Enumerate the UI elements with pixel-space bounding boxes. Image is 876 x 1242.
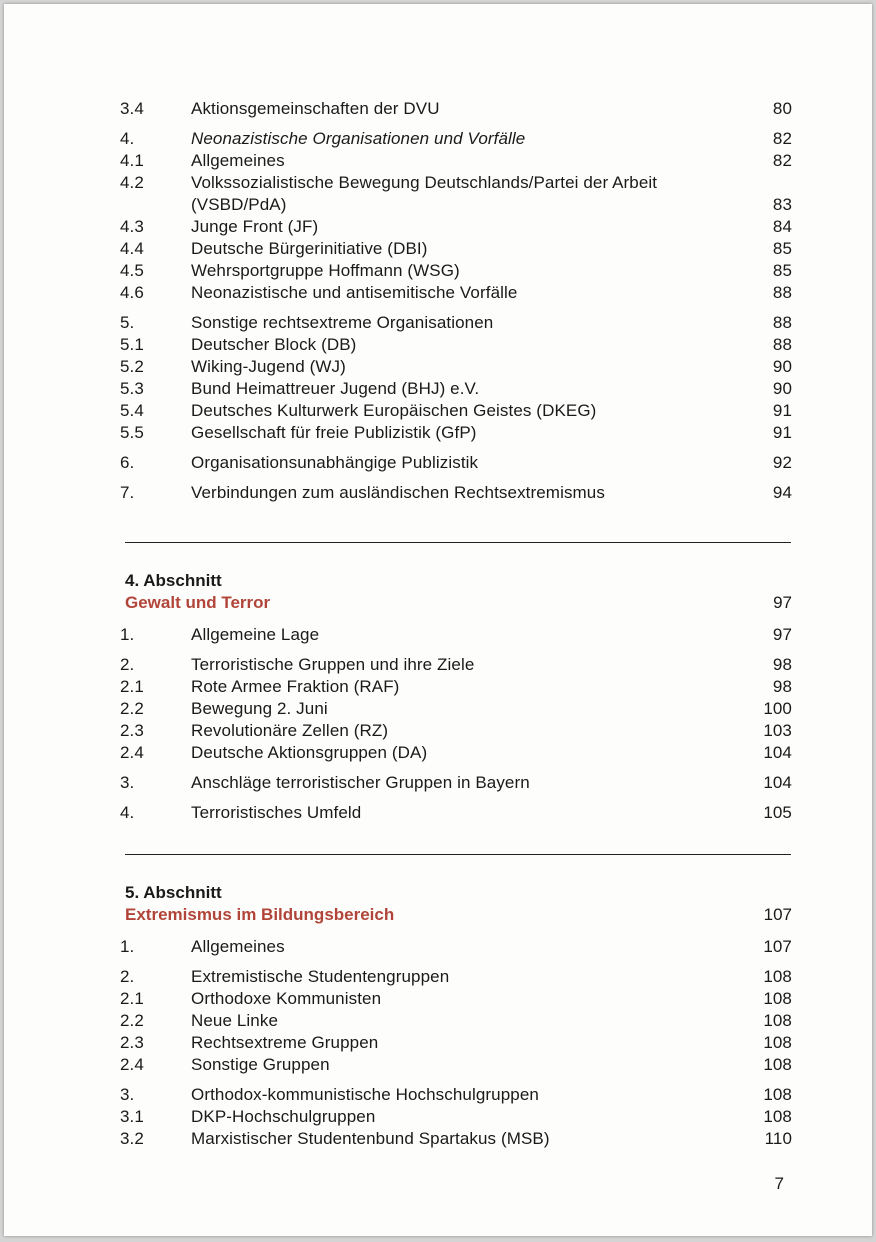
toc-entry bbox=[120, 1084, 792, 1106]
toc-entry-page: 105 bbox=[763, 803, 792, 822]
toc-entry-number: 4.5 bbox=[120, 261, 144, 280]
toc-entry-number: 2.4 bbox=[120, 1055, 144, 1074]
toc-entry-title: Deutsche Aktionsgruppen (DA) bbox=[191, 743, 428, 762]
toc-entry-page: 83 bbox=[772, 195, 792, 214]
toc-entry-number: 5.4 bbox=[120, 401, 144, 420]
toc-entry-title: Sonstige Gruppen bbox=[191, 1055, 330, 1074]
toc-entry-number: 7. bbox=[120, 483, 135, 502]
toc-entry-page: 108 bbox=[763, 967, 792, 986]
toc-entry-page: 88 bbox=[772, 313, 792, 332]
toc-entry-page: 98 bbox=[772, 677, 792, 696]
toc-entry-title: Extremistische Studentengruppen bbox=[191, 967, 450, 986]
toc-entry-title: Terroristische Gruppen und ihre Ziele bbox=[191, 655, 475, 674]
toc-entry-page: 85 bbox=[772, 261, 792, 280]
toc-entry-number: 2.1 bbox=[120, 677, 144, 696]
toc-entry-title: Organisationsunabhängige Publizistik bbox=[191, 453, 479, 472]
toc-entry-page: 108 bbox=[763, 1107, 792, 1126]
toc-entry-page: 88 bbox=[772, 283, 792, 302]
toc-entry bbox=[120, 452, 792, 474]
toc-entry bbox=[120, 172, 792, 216]
toc-entry-number: 4.1 bbox=[120, 151, 144, 170]
toc-entry bbox=[120, 772, 792, 794]
toc-entry-page: 82 bbox=[772, 129, 792, 148]
toc-entry-page: 82 bbox=[772, 151, 792, 170]
toc-entry-title: Sonstige rechtsextreme Organisationen bbox=[191, 313, 494, 332]
toc-entry-number: 2. bbox=[120, 655, 135, 674]
toc-entry-number: 1. bbox=[120, 937, 135, 956]
toc-entry-page: 98 bbox=[772, 655, 792, 674]
toc-entry-title: Orthodox-kommunistische Hochschulgruppen bbox=[191, 1085, 539, 1104]
toc-entry-title: Allgemeines bbox=[191, 151, 285, 170]
toc-entry-number: 4. bbox=[120, 129, 135, 148]
toc-entry-page: 90 bbox=[772, 357, 792, 376]
section-divider bbox=[125, 854, 791, 855]
toc-entry bbox=[120, 482, 792, 504]
section-title-row bbox=[125, 592, 792, 614]
toc-entry-page: 91 bbox=[772, 401, 792, 420]
toc-entry-title: Wiking-Jugend (WJ) bbox=[191, 357, 346, 376]
section-page: 97 bbox=[773, 593, 792, 612]
toc-entry-title: Deutscher Block (DB) bbox=[191, 335, 357, 354]
toc-entry-title: Rechtsextreme Gruppen bbox=[191, 1033, 379, 1052]
section-divider bbox=[125, 542, 791, 543]
toc-entry-page: 110 bbox=[764, 1129, 792, 1148]
section-title-row bbox=[125, 904, 792, 926]
toc-entry bbox=[120, 1106, 792, 1128]
toc-entry-page: 107 bbox=[763, 937, 792, 956]
toc-entry-title: Rote Armee Fraktion (RAF) bbox=[191, 677, 400, 696]
toc-entry-number: 2.3 bbox=[120, 721, 144, 740]
toc-entry-number: 2.2 bbox=[120, 1011, 144, 1030]
section-title: Extremismus im Bildungsbereich bbox=[125, 905, 395, 924]
toc-entry-page: 108 bbox=[763, 989, 792, 1008]
toc-entry-page: 103 bbox=[763, 721, 792, 740]
toc-entry bbox=[120, 624, 792, 646]
toc-entry-number: 2.2 bbox=[120, 699, 144, 718]
toc-entry-title: Neue Linke bbox=[191, 1011, 279, 1030]
toc-entry-number: 4. bbox=[120, 803, 135, 822]
toc-entry bbox=[120, 216, 792, 238]
toc-entry bbox=[120, 698, 792, 720]
toc-entry-title: Anschläge terroristischer Gruppen in Bayern bbox=[191, 773, 530, 792]
toc-entry-title: Deutsche Bürgerinitiative (DBI) bbox=[191, 239, 428, 258]
toc-entry bbox=[120, 1128, 792, 1150]
toc-entry bbox=[120, 312, 792, 334]
toc-entry bbox=[120, 1010, 792, 1032]
document-page bbox=[4, 4, 872, 1236]
toc-entry-title: Revolutionäre Zellen (RZ) bbox=[191, 721, 389, 740]
toc-entry-title: Terroristisches Umfeld bbox=[191, 803, 362, 822]
toc-entry bbox=[120, 988, 792, 1010]
toc-entry-number: 3.1 bbox=[120, 1107, 144, 1126]
toc-entry bbox=[120, 936, 792, 958]
toc-entry-page: 104 bbox=[763, 773, 792, 792]
toc-entry bbox=[120, 150, 792, 172]
page-number: 7 bbox=[774, 1174, 784, 1193]
toc-entry bbox=[120, 356, 792, 378]
toc-entry-number: 5.3 bbox=[120, 379, 144, 398]
toc-entry-number: 2.4 bbox=[120, 743, 144, 762]
toc-entry-number: 4.4 bbox=[120, 239, 144, 258]
toc-entry-number: 2. bbox=[120, 967, 135, 986]
toc-entry-title: Allgemeine Lage bbox=[191, 625, 320, 644]
toc-entry-number: 6. bbox=[120, 453, 135, 472]
toc-entry-title: Orthodoxe Kommunisten bbox=[191, 989, 382, 1008]
toc-entry-number: 2.1 bbox=[120, 989, 144, 1008]
toc-entry-title: Verbindungen zum ausländischen Rechtsextremismus bbox=[191, 483, 605, 502]
section-5-header bbox=[125, 882, 792, 926]
toc-entry-title: Marxistischer Studentenbund Spartakus (MSB) bbox=[191, 1129, 550, 1148]
toc-entry bbox=[120, 802, 792, 824]
toc-entry-page: 100 bbox=[763, 699, 792, 718]
toc-entry bbox=[120, 334, 792, 356]
toc-entry bbox=[120, 742, 792, 764]
toc-entry-page: 91 bbox=[772, 423, 792, 442]
toc-entry-title: DKP-Hochschulgruppen bbox=[191, 1107, 376, 1126]
toc-entry-page: 85 bbox=[772, 239, 792, 258]
toc-entry-number: 3. bbox=[120, 773, 135, 792]
toc-entry-title: Allgemeines bbox=[191, 937, 285, 956]
toc-entry-number: 5. bbox=[120, 313, 135, 332]
toc-entry-number: 2.3 bbox=[120, 1033, 144, 1052]
toc-entry-page: 97 bbox=[772, 625, 792, 644]
toc-block-section-4 bbox=[120, 616, 792, 824]
toc-entry-page: 108 bbox=[763, 1033, 792, 1052]
toc-entry-number: 4.6 bbox=[120, 283, 144, 302]
toc-entry bbox=[120, 98, 792, 120]
toc-entry-title: Junge Front (JF) bbox=[191, 217, 319, 236]
toc-entry-title: Neonazistische und antisemitische Vorfälle bbox=[191, 283, 518, 302]
toc-entry bbox=[120, 1054, 792, 1076]
toc-entry-number: 3.2 bbox=[120, 1129, 144, 1148]
toc-entry-page: 108 bbox=[763, 1011, 792, 1030]
toc-entry bbox=[120, 260, 792, 282]
toc-entry bbox=[120, 966, 792, 988]
toc-block-chapter-3-7 bbox=[120, 98, 792, 504]
toc-entry-page: 92 bbox=[772, 453, 792, 472]
section-page: 107 bbox=[763, 905, 792, 924]
toc-entry bbox=[120, 400, 792, 422]
toc-entry-number: 1. bbox=[120, 625, 135, 644]
toc-entry-title: Bewegung 2. Juni bbox=[191, 699, 328, 718]
toc-entry-number: 5.2 bbox=[120, 357, 144, 376]
toc-entry-page: 94 bbox=[772, 483, 792, 502]
toc-entry bbox=[120, 128, 792, 150]
section-label: 5. Abschnitt bbox=[125, 883, 222, 902]
toc-entry-title: Bund Heimattreuer Jugend (BHJ) e.V. bbox=[191, 379, 480, 398]
toc-entry bbox=[120, 720, 792, 742]
toc-entry bbox=[120, 282, 792, 304]
toc-block-section-5 bbox=[120, 928, 792, 1150]
toc-entry-number: 3.4 bbox=[120, 99, 144, 118]
toc-entry bbox=[120, 422, 792, 444]
toc-entry-page: 104 bbox=[763, 743, 792, 762]
toc-entry bbox=[120, 676, 792, 698]
section-4-header bbox=[125, 570, 792, 614]
toc-entry bbox=[120, 1032, 792, 1054]
toc-entry-title: Wehrsportgruppe Hoffmann (WSG) bbox=[191, 261, 460, 280]
toc-entry-number: 3. bbox=[120, 1085, 135, 1104]
toc-entry bbox=[120, 238, 792, 260]
toc-entry-number: 4.3 bbox=[120, 217, 144, 236]
toc-entry-title: Deutsches Kulturwerk Europäischen Geistes (DKEG) bbox=[191, 401, 597, 420]
toc-entry-page: 88 bbox=[772, 335, 792, 354]
toc-entry-number: 5.5 bbox=[120, 423, 144, 442]
section-label: 4. Abschnitt bbox=[125, 571, 222, 590]
toc-entry-page: 90 bbox=[772, 379, 792, 398]
toc-entry-page: 84 bbox=[772, 217, 792, 236]
toc-entry bbox=[120, 378, 792, 400]
toc-entry-number: 4.2 bbox=[120, 173, 144, 192]
toc-entry bbox=[120, 654, 792, 676]
toc-entry-page: 80 bbox=[772, 99, 792, 118]
section-title: Gewalt und Terror bbox=[125, 593, 271, 612]
toc-entry-title: Neonazistische Organisationen und Vorfälle bbox=[191, 129, 526, 148]
toc-entry-title: Aktionsgemeinschaften der DVU bbox=[191, 99, 440, 118]
toc-entry-title: Volkssozialistische Bewegung Deutschlands/Partei der Arbeit (VSBD/PdA) bbox=[191, 173, 658, 214]
toc-entry-title: Gesellschaft für freie Publizistik (GfP) bbox=[191, 423, 477, 442]
toc-entry-page: 108 bbox=[763, 1085, 792, 1104]
toc-entry-page: 108 bbox=[763, 1055, 792, 1074]
toc-entry-number: 5.1 bbox=[120, 335, 144, 354]
